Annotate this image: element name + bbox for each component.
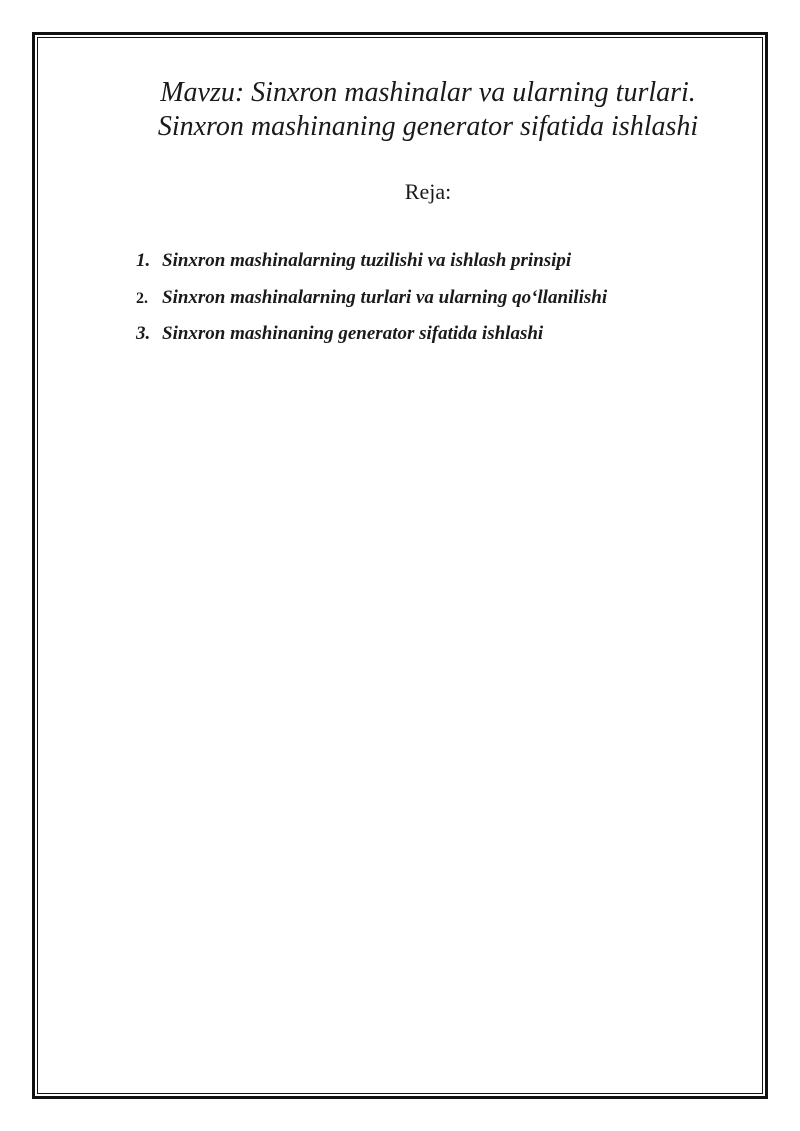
plan-heading: Reja: (404, 179, 452, 204)
plan-item-1 (136, 250, 607, 287)
plan-item-text: Sinxron mashinaning generator sifatida ishlashi (162, 323, 544, 344)
plan-item-2 (136, 287, 607, 324)
plan-list (136, 250, 607, 360)
plan-item-text: Sinxron mashinalarning tuzilishi va ishlash prinsipi (162, 250, 572, 271)
plan-item-number: 1. (136, 250, 151, 271)
document-title (60, 76, 796, 144)
title-line-1: Mavzu: Sinxron mashinalar va ularning turlari. (160, 77, 696, 108)
plan-item-number: 2. (136, 289, 148, 307)
title-line-2: Sinxron mashinaning generator sifatida ishlashi (157, 111, 699, 142)
plan-item-number: 3. (136, 323, 151, 344)
plan-item-3 (136, 323, 607, 360)
plan-item-text: Sinxron mashinalarning turlari va ularning qo‘llanilishi (162, 286, 608, 308)
